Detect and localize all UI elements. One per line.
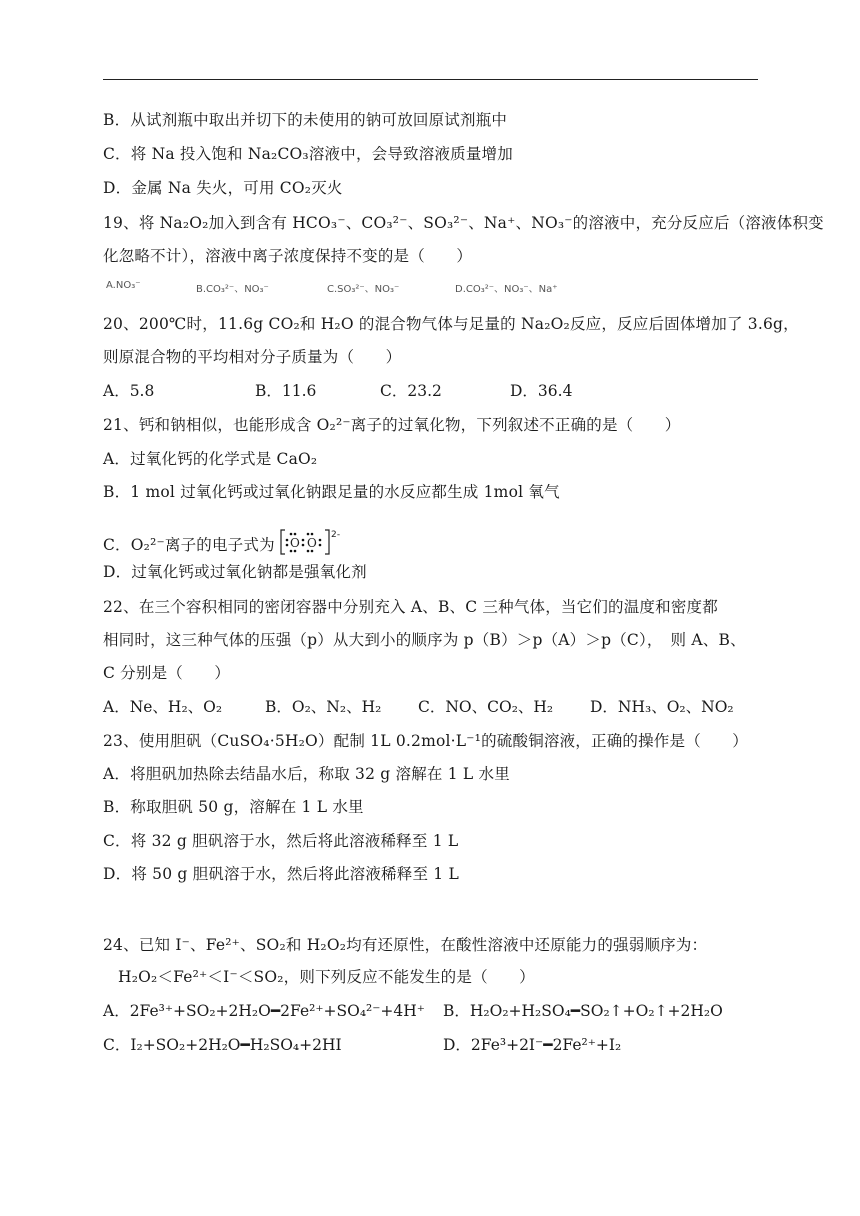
option-21d: D．过氧化钙或过氧化钠都是强氧化剂 bbox=[103, 563, 367, 581]
svg-text:O: O bbox=[306, 536, 317, 550]
option-21b: B．1 mol 过氧化钙或过氧化钠跟足量的水反应都生成 1mol 氧气 bbox=[103, 483, 560, 501]
option-20a: A．5.8 bbox=[103, 382, 155, 400]
option-23c: C．将 32 g 胆矾溶于水，然后将此溶液稀释至 1 L bbox=[103, 832, 459, 850]
option-24a: A．2Fe³⁺+SO₂+2H₂O━2Fe²⁺+SO₄²⁻+4H⁺ bbox=[103, 1002, 425, 1020]
option-19d: D.CO₃²⁻、NO₃⁻、Na⁺ bbox=[455, 284, 558, 295]
svg-text:O: O bbox=[289, 536, 300, 550]
option-22c: C．NO、CO₂、H₂ bbox=[418, 698, 554, 716]
option-18b: B．从试剂瓶中取出并切下的未使用的钠可放回原试剂瓶中 bbox=[103, 111, 508, 129]
question-24-line1: 24、已知 I⁻、Fe²⁺、SO₂和 H₂O₂均有还原性，在酸性溶液中还原能力的强弱顺序为： bbox=[103, 936, 708, 954]
question-23: 23、使用胆矾（CuSO₄·5H₂O）配制 1L 0.2mol·L⁻¹的硫酸铜溶液，正确的操作是（ ） bbox=[103, 732, 748, 750]
option-24d: D．2Fe³+2I⁻━2Fe²⁺+I₂ bbox=[443, 1036, 622, 1054]
option-22b: B．O₂、N₂、H₂ bbox=[265, 698, 382, 716]
question-21: 21、钙和钠相似，也能形成含 O₂²⁻离子的过氧化物，下列叙述不正确的是（ ） bbox=[103, 416, 681, 434]
option-19a: A.NO₃⁻ bbox=[106, 280, 141, 291]
option-21c-row bbox=[103, 528, 341, 558]
question-20-line2: 则原混合物的平均相对分子质量为（ ） bbox=[103, 348, 402, 366]
option-23d: D．将 50 g 胆矾溶于水，然后将此溶液稀释至 1 L bbox=[103, 865, 459, 883]
option-22d: D．NH₃、O₂、NO₂ bbox=[590, 698, 734, 716]
option-23a: A．将胆矾加热除去结晶水后，称取 32 g 溶解在 1 L 水里 bbox=[103, 765, 510, 783]
question-19-line1: 19、将 Na₂O₂加入到含有 HCO₃⁻、CO₃²⁻、SO₃²⁻、Na⁺、NO₃⁻的溶液中，充分反应后（溶液体积变 bbox=[103, 214, 824, 232]
option-18c: C．将 Na 投入饱和 Na₂CO₃溶液中，会导致溶液质量增加 bbox=[103, 145, 513, 163]
option-24c: C．I₂+SO₂+2H₂O━H₂SO₄+2HI bbox=[103, 1036, 342, 1054]
option-22a: A．Ne、H₂、O₂ bbox=[103, 698, 223, 716]
question-22-line3: C 分别是（ ） bbox=[103, 664, 231, 682]
question-19-line2: 化忽略不计），溶液中离子浓度保持不变的是（ ） bbox=[103, 247, 473, 265]
option-23b: B．称取胆矾 50 g，溶解在 1 L 水里 bbox=[103, 798, 364, 816]
header-rule bbox=[103, 79, 758, 80]
option-19c: C.SO₃²⁻、NO₃⁻ bbox=[327, 284, 400, 295]
option-21c: C．O₂²⁻离子的电子式为 bbox=[103, 536, 275, 554]
peroxide-electron-dot-diagram bbox=[279, 528, 341, 558]
question-24-line2: H₂O₂＜Fe²⁺＜I⁻＜SO₂，则下列反应不能发生的是（ ） bbox=[118, 968, 535, 986]
option-20b: B．11.6 bbox=[255, 382, 317, 400]
svg-text:2-: 2- bbox=[330, 530, 341, 540]
option-20c: C．23.2 bbox=[380, 382, 442, 400]
option-21a: A．过氧化钙的化学式是 CaO₂ bbox=[103, 450, 318, 468]
question-22-line2: 相同时，这三种气体的压强（p）从大到小的顺序为 p（B）＞p（A）＞p（C）， 则 A、B、 bbox=[103, 631, 746, 649]
option-18d: D．金属 Na 失火，可用 CO₂灭火 bbox=[103, 179, 343, 197]
option-20d: D．36.4 bbox=[510, 382, 573, 400]
option-19b: B.CO₃²⁻、NO₃⁻ bbox=[196, 284, 269, 295]
question-22-line1: 22、在三个容积相同的密闭容器中分别充入 A、B、C 三种气体，当它们的温度和密度都 bbox=[103, 598, 718, 616]
option-24b: B．H₂O₂+H₂SO₄━SO₂↑+O₂↑+2H₂O bbox=[443, 1002, 723, 1020]
question-20-line1: 20、200℃时，11.6g CO₂和 H₂O 的混合物气体与足量的 Na₂O₂反应，反应后固体增加了 3.6g， bbox=[103, 315, 799, 333]
